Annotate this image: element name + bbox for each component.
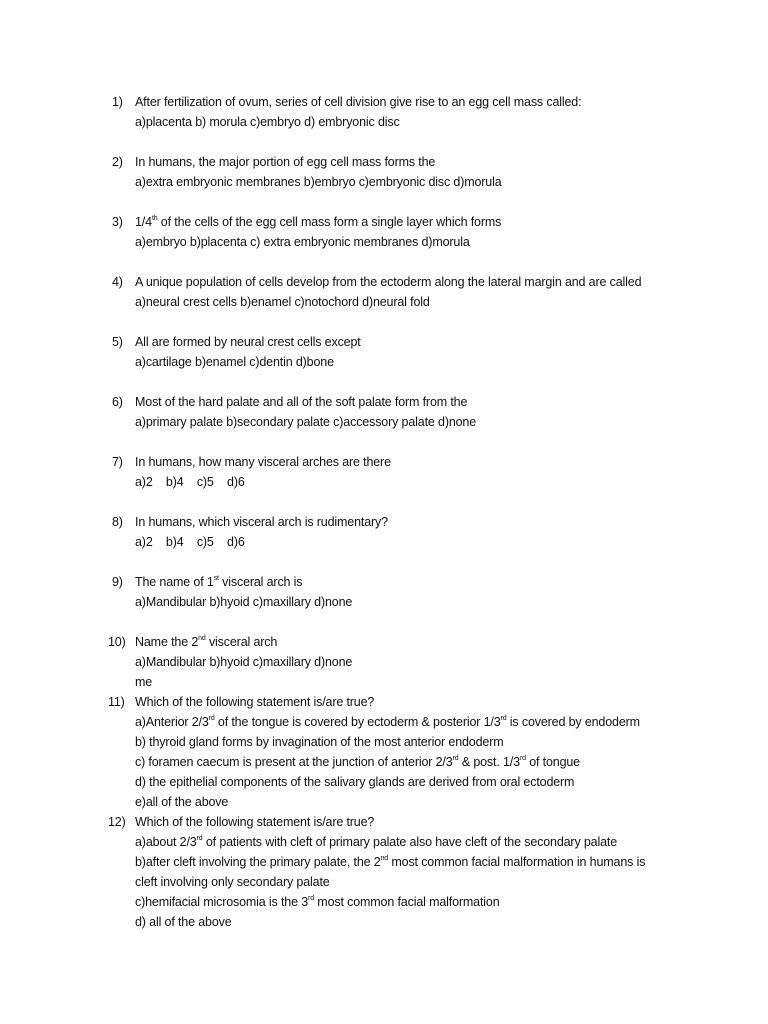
statement-c: c) foramen caecum is present at the junction of anterior 2/3rd & post. 1/3rd of tongue (135, 754, 580, 769)
question-number: 3) (112, 215, 123, 229)
statement-a: a)Anterior 2/3rd of the tongue is covered by ectoderm & posterior 1/3rd is covered by endoderm (135, 714, 640, 729)
statement-e: e)all of the above (135, 795, 229, 809)
statement-b-continued: cleft involving only secondary palate (135, 875, 330, 889)
question-options: a)Mandibular b)hyoid c)maxillary d)none (135, 655, 353, 669)
question-text: All are formed by neural crest cells except (135, 335, 361, 349)
question-text: After fertilization of ovum, series of cell division give rise to an egg cell mass called: (135, 95, 582, 109)
statement-d: d) all of the above (135, 915, 232, 929)
question-text: Which of the following statement is/are true? (135, 815, 375, 829)
question-text: Which of the following statement is/are true? (135, 695, 375, 709)
statement-c: c)hemifacial microsomia is the 3rd most common facial malformation (135, 894, 500, 909)
question-number: 12) (108, 815, 126, 829)
question-options: a)primary palate b)secondary palate c)accessory palate d)none (135, 415, 477, 429)
question-text: In humans, which visceral arch is rudimentary? (135, 515, 388, 529)
question-number: 9) (112, 575, 123, 589)
question-options: a)extra embryonic membranes b)embryo c)embryonic disc d)morula (135, 175, 502, 189)
question-text: In humans, the major portion of egg cell mass forms the (135, 155, 436, 169)
statement-d: d) the epithelial components of the salivary glands are derived from oral ectoderm (135, 775, 575, 789)
question-number: 4) (112, 275, 123, 289)
question-number: 10) (108, 635, 126, 649)
question-text: Most of the hard palate and all of the soft palate form from the (135, 395, 468, 409)
question-options: a)embryo b)placenta c) extra embryonic membranes d)morula (135, 235, 470, 249)
question-text: In humans, how many visceral arches are there (135, 455, 391, 469)
question-number: 7) (112, 455, 123, 469)
question-options: a)placenta b) morula c)embryo d) embryonic disc (135, 115, 400, 129)
question-text: 1/4th of the cells of the egg cell mass form a single layer which forms (135, 214, 502, 229)
statement-b: b)after cleft involving the primary palate, the 2nd most common facial malformation in humans is (135, 854, 646, 869)
question-number: 1) (112, 95, 123, 109)
question-options: a)neural crest cells b)enamel c)notochord d)neural fold (135, 295, 430, 309)
question-number: 5) (112, 335, 123, 349)
question-options: a)2 b)4 c)5 d)6 (135, 475, 245, 489)
statement-b: b) thyroid gland forms by invagination of the most anterior endoderm (135, 735, 504, 749)
question-number: 11) (108, 695, 125, 709)
question-number: 2) (112, 155, 123, 169)
question-text: Name the 2nd visceral arch (135, 634, 278, 649)
question-number: 6) (112, 395, 123, 409)
stray-text: me (135, 675, 153, 689)
question-text: The name of 1st visceral arch is (135, 574, 303, 589)
question-number: 8) (112, 515, 123, 529)
statement-a: a)about 2/3rd of patients with cleft of primary palate also have cleft of the secondary palate (135, 834, 618, 849)
question-text: A unique population of cells develop from the ectoderm along the lateral margin and are called (135, 275, 642, 289)
question-options: a)Mandibular b)hyoid c)maxillary d)none (135, 595, 353, 609)
question-options: a)2 b)4 c)5 d)6 (135, 535, 245, 549)
question-options: a)cartilage b)enamel c)dentin d)bone (135, 355, 334, 369)
